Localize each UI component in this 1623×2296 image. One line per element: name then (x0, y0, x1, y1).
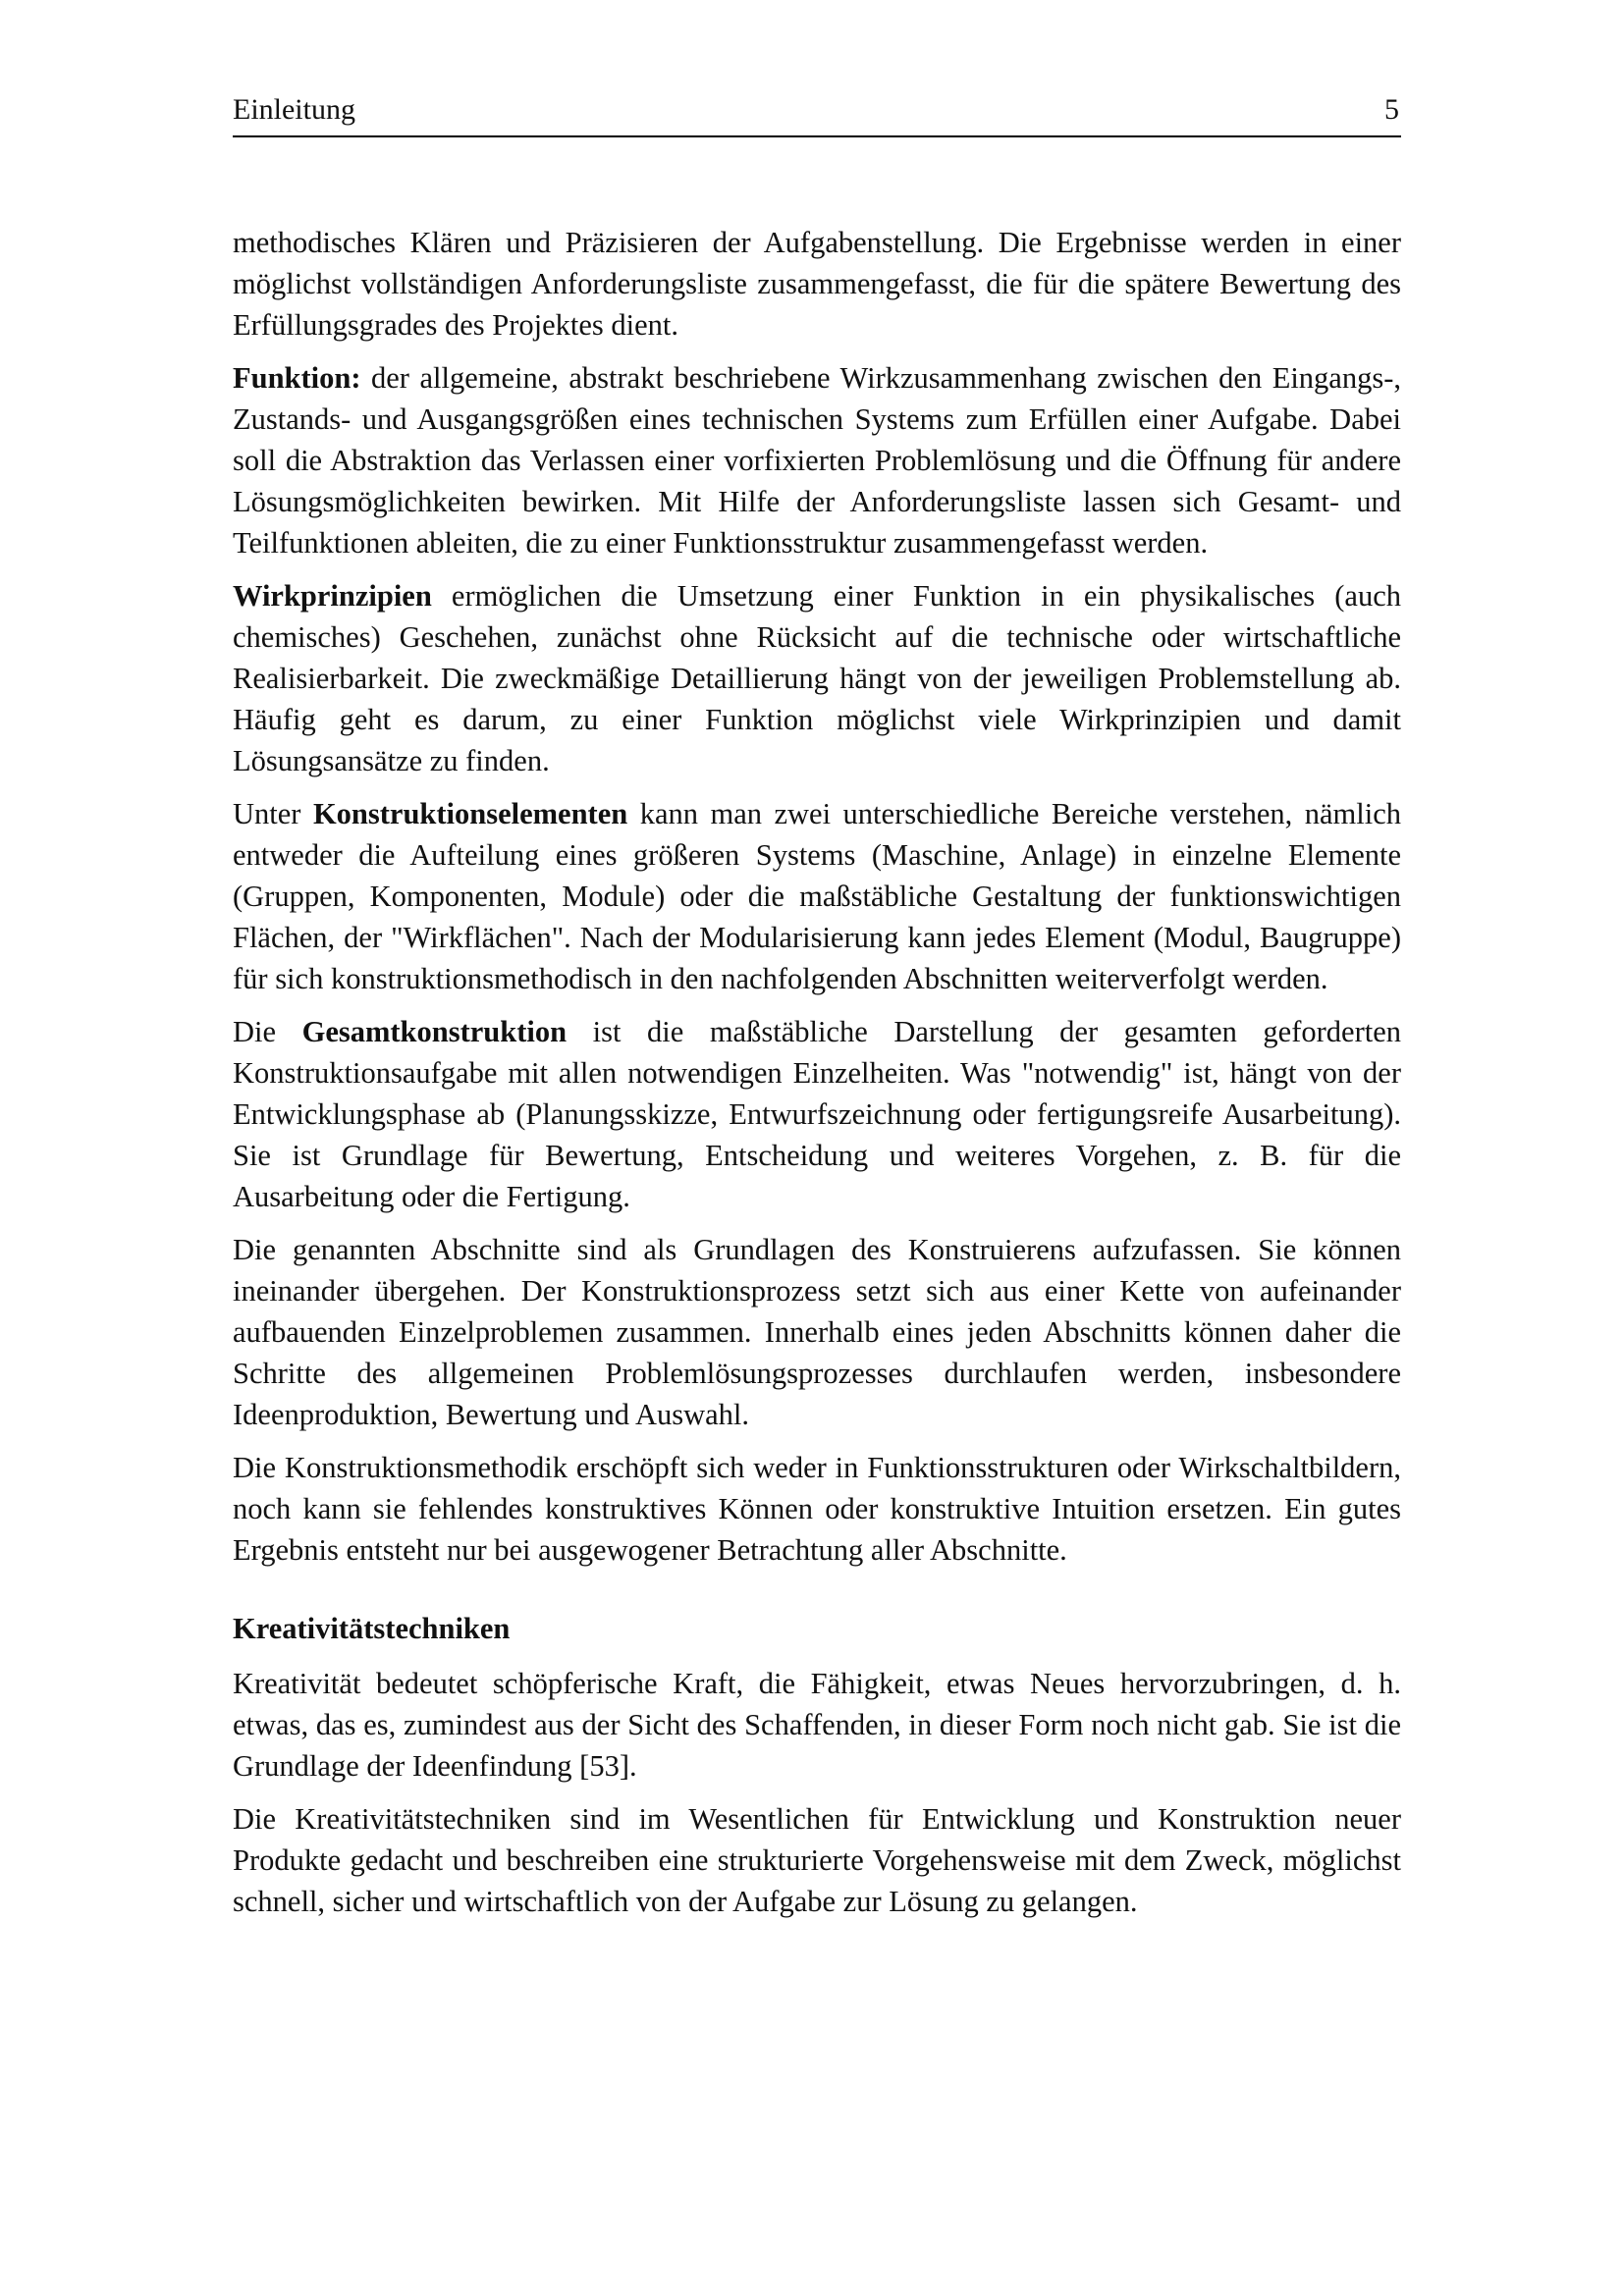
paragraph-wirkprinzipien-text: ermöglichen die Umsetzung einer Funktion in ein physikalisches (auch chemisches) Geschehen, zunächst ohne Rücksicht auf die technische oder wirtschaftliche Realisierbarkeit. Die zweckmäßige Detaillierung hängt von der jeweiligen Problemstellung ab. Häufig geht es darum, zu einer Funktion möglichst viele Wirkprinzipien und damit Lösungsansätze zu finden. (233, 579, 1401, 777)
paragraph-kreativitaet (233, 1663, 1401, 1787)
paragraph-kreativitaetstechniken (233, 1798, 1401, 1922)
header-section-title: Einleitung (233, 93, 355, 126)
paragraph-konstruktionselemente-lead: Unter (233, 797, 313, 830)
term-wirkprinzipien: Wirkprinzipien (233, 579, 432, 613)
body-text (233, 222, 1401, 1934)
running-header (233, 86, 1401, 137)
paragraph-gesamtkonstruktion (233, 1011, 1401, 1217)
paragraph-konstruktionselemente (233, 793, 1401, 999)
paragraph-methodik-text: Die Konstruktionsmethodik erschöpft sich weder in Funktionsstrukturen oder Wirkschaltbildern, noch kann sie fehlendes konstruktives Können oder konstruktive Intuition ersetzen. Ein gutes Ergebnis entsteht nur bei ausgewogener Betrachtung aller Abschnitte. (233, 1451, 1401, 1567)
paragraph-abschnitte (233, 1229, 1401, 1435)
paragraph-1 (233, 222, 1401, 346)
paragraph-funktion (233, 357, 1401, 563)
paragraph-gesamtkonstruktion-lead: Die (233, 1015, 302, 1048)
paragraph-gesamtkonstruktion-text: ist die maßstäbliche Darstellung der gesamten geforderten Konstruktionsaufgabe mit allen notwendigen Einzelheiten. Was "notwendig" ist, hängt von der Entwicklungsphase ab (Planungsskizze, Entwurfszeichnung oder fertigungsreife Ausarbeitung). Sie ist Grundlage für Bewertung, Entscheidung und weiteres Vorgehen, z. B. für die Ausarbeitung oder die Fertigung. (233, 1015, 1401, 1213)
term-konstruktionselementen: Konstruktionselementen (312, 797, 628, 830)
term-funktion: Funktion: (233, 361, 361, 395)
paragraph-1-text: methodisches Klären und Präzisieren der Aufgabenstellung. Die Ergebnisse werden in einer möglichst vollständigen Anforderungsliste zusammengefasst, die für die spätere Bewertung des Erfüllungsgrades des Projektes dient. (233, 226, 1401, 342)
paragraph-wirkprinzipien (233, 575, 1401, 781)
term-gesamtkonstruktion: Gesamtkonstruktion (301, 1015, 568, 1048)
paragraph-kreativitaetstechniken-text: Die Kreativitätstechniken sind im Wesentlichen für Entwicklung und Konstruktion neuer Produkte gedacht und beschreiben eine strukturierte Vorgehensweise mit dem Zweck, möglichst schnell, sicher und wirtschaftlich von der Aufgabe zur Lösung zu gelangen. (233, 1802, 1401, 1918)
paragraph-kreativitaet-text: Kreativität bedeutet schöpferische Kraft, die Fähigkeit, etwas Neues hervorzubringen, d. h. etwas, das es, zumindest aus der Sicht des Schaffenden, in dieser Form noch nicht gab. Sie ist die Grundlage der Ideenfindung [53]. (233, 1667, 1401, 1783)
paragraph-methodik (233, 1447, 1401, 1571)
section-heading-kreativitaetstechniken: Kreativitätstechniken (233, 1612, 511, 1645)
paragraph-funktion-text: der allgemeine, abstrakt beschriebene Wirkzusammenhang zwischen den Eingangs-, Zustands- und Ausgangsgrößen eines technischen Systems zum Erfüllen einer Aufgabe. Dabei soll die Abstraktion das Verlassen einer vorfixierten Problemlösung und die Öffnung für andere Lösungsmöglichkeiten bewirken. Mit Hilfe der Anforderungsliste lassen sich Gesamt- und Teilfunktionen ableiten, die zu einer Funktionsstruktur zusammengefasst werden. (233, 361, 1401, 560)
paragraph-konstruktionselemente-text: kann man zwei unterschiedliche Bereiche verstehen, nämlich entweder die Aufteilung eines größeren Systems (Maschine, Anlage) in einzelne Elemente (Gruppen, Komponenten, Module) oder die maßstäbliche Gestaltung der funktionswichtigen Flächen, der "Wirkflächen". Nach der Modularisierung kann jedes Element (Modul, Baugruppe) für sich konstruktionsmethodisch in den nachfolgenden Abschnitten weiterverfolgt werden. (233, 797, 1402, 995)
header-page-number: 5 (1384, 93, 1399, 126)
paragraph-abschnitte-text: Die genannten Abschnitte sind als Grundlagen des Konstruierens aufzufassen. Sie können ineinander übergehen. Der Konstruktionsprozess setzt sich aus einer Kette von aufeinander aufbauenden Einzelproblemen zusammen. Innerhalb eines jeden Abschnitts können daher die Schritte des allgemeinen Problemlösungsprozesses durchlaufen werden, insbesondere Ideenproduktion, Bewertung und Auswahl. (233, 1233, 1401, 1431)
